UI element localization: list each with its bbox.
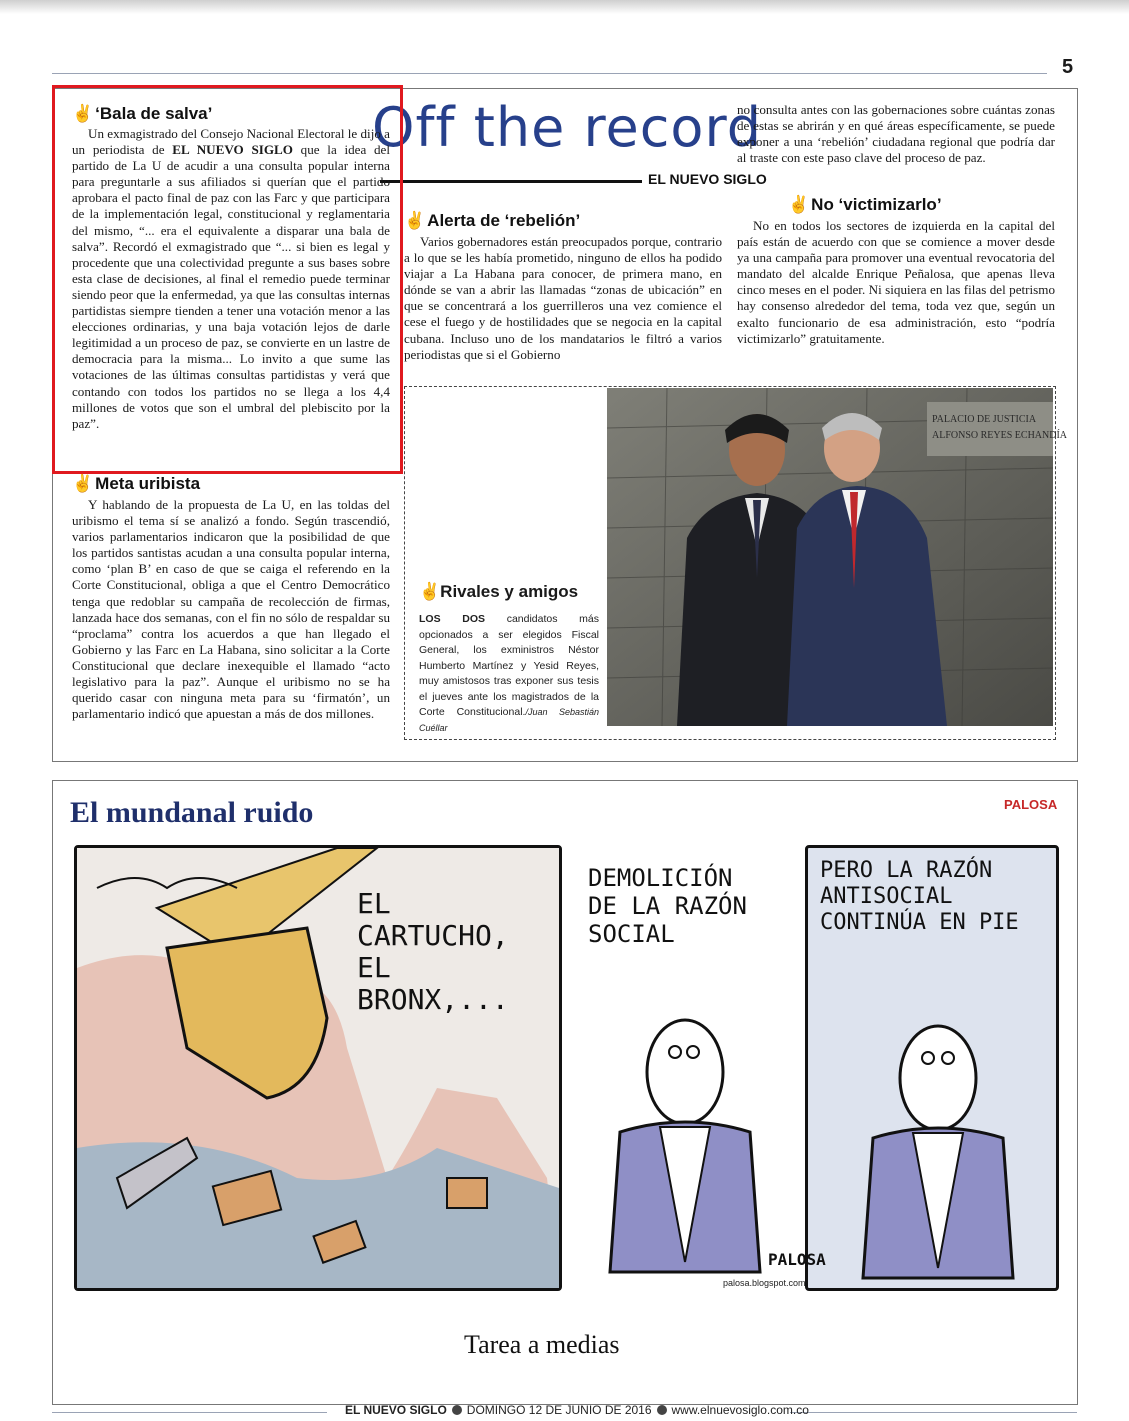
meta-heading <box>72 474 200 494</box>
meta-paragraph: Y hablando de la propuesta de La U, en las toldas del uribismo el tema sí se analizó a fondo. Según trascendió, varios parlamentarios indicaron que la posibilidad de que los partidos santistas acudan a una consulta popular interna, como ‘plan B’ en caso de que se caiga el referendo en la Corte Constitucional, obliga a que el Centro Democrático tenga que redoblar su campaña de recolección de firmas, lanzada hace dos semanas, con el fin no sólo de respaldar su “proclama” contra los acuerdos a que han llegado el Gobierno y las Farc en La Habana, sino solicitar a la Corte Constitucional que declare inexequible el llamado “acto legislativo para la paz”. Aunque el uribismo no se ha querido casar con ninguna meta para su ‘firmatón’, un parlamentario indicó que apuestan a más de dos millones. <box>72 497 390 722</box>
comic-author: PALOSA <box>1004 797 1058 812</box>
victory-hand-icon: ✌ <box>788 195 810 214</box>
footer-date: DOMINGO 12 DE JUNIO DE 2016 <box>466 1403 652 1417</box>
section-title: Off the record <box>372 96 762 159</box>
character-drawing-2 <box>838 1018 1038 1288</box>
comic-panel-1 <box>74 845 562 1291</box>
victory-hand-icon: ✌ <box>72 474 94 493</box>
victory-hand-icon: ✌ <box>72 104 94 123</box>
photo-sign-text: PALACIO DE JUSTICIA <box>932 414 1037 425</box>
header-rule <box>52 73 1047 74</box>
victimizarlo-heading <box>788 195 942 215</box>
character-drawing-1 <box>590 1012 790 1292</box>
panel-3-text: PERO LA RAZÓN ANTISOCIAL CONTINÚA EN PIE <box>820 858 1019 935</box>
footer-brand: EL NUEVO SIGLO <box>345 1403 447 1417</box>
rivales-heading-text: Rivales y amigos <box>440 582 579 601</box>
bala-text-2: que la idea del partido de La U de acudir a una consulta popular interna para preguntarle a sus afiliados si querían que el partido aprobara el pacto final de paz con las Farc y que participara de la implementación legal, constitucional y reglamentaria del mismo, “... era el equivalente a disparar una bala de salva”. Recordó el exmagistrado que “... si bien es legal y procedente que una colectividad pregunte a sus bases sobre esta clase de decisiones, al final el remedio puede terminar siendo peor que la enfermedad, ya que las consultas internas partidistas siempre tienden a tener una votación menor a las elecciones ordinarias, y una baja votación lejos de darle legitimidad a un proceso de paz, se convierte en un lastre de democracia para la misma... Lo invito a que sume las votaciones de las últimas consultas partidistas y verá que contando con todos los partidos no se llega a los 4,4 millones de votos que son el umbral del plebiscito por la paz”. <box>72 142 390 431</box>
bala-brand-mention: EL NUEVO SIGLO <box>172 142 293 158</box>
bala-heading-text: ‘Bala de salva’ <box>95 104 213 123</box>
comic-title: El mundanal ruido <box>70 796 314 829</box>
meta-article <box>72 497 390 722</box>
comic-signature: PALOSA <box>768 1250 826 1269</box>
page-number: 5 <box>1062 56 1074 78</box>
caption-lead: LOS DOS <box>419 613 486 625</box>
rivales-caption <box>419 612 599 736</box>
victimizarlo-paragraph: No en todos los sectores de izquierda en la capital del país están de acuerdo con que se comience a mover desde ya una campaña para promover una eventual revocatoria del mandato del alcalde Enrique Peñalosa, que apenas lleva cinco meses en el poder. Ni siquiera en las filas del petrismo hay consenso alrededor del tema, toda vez que, según un exalto funcionario de esa administración, esto “podría victimizarlo” gratuitamente. <box>737 218 1055 346</box>
comic-blog-url: palosa.blogspot.com <box>723 1278 806 1288</box>
alerta-heading-text: Alerta de ‘rebelión’ <box>427 211 581 230</box>
bala-heading <box>72 104 212 124</box>
top-scan-band <box>0 0 1129 14</box>
footer-rule-left <box>52 1412 327 1413</box>
circle-dot-icon <box>657 1405 667 1415</box>
bala-paragraph <box>72 126 390 432</box>
victory-hand-icon: ✌ <box>419 582 441 601</box>
circle-dot-icon <box>452 1405 462 1415</box>
meta-heading-text: Meta uribista <box>95 474 201 493</box>
comic-panel-2 <box>570 852 800 1292</box>
alerta-heading <box>404 211 580 231</box>
title-rule <box>380 180 642 183</box>
news-photo <box>607 388 1068 726</box>
photo-credit: /Juan Sebastián Cuéllar <box>419 707 600 733</box>
footer-rule-right <box>790 1412 1077 1413</box>
section-brand: EL NUEVO SIGLO <box>648 171 767 187</box>
alerta-paragraph-continued: no consulta antes con las gobernaciones sobre cuántas zonas de estas se abrirán y en qué áreas específicamente, se puede exponer a una ‘rebelión’ ciudadana regional que podría dar al traste con este paso clave del proceso de paz. <box>737 102 1055 166</box>
comic-panel-3 <box>723 845 1059 1291</box>
photo-sign-text-2: ALFONSO REYES ECHANDÍA <box>932 430 1068 441</box>
alerta-paragraph: Varios gobernadores están preocupados porque, contrario a lo que se les había prometido, ninguno de ellos ha podido viajar a La Habana para conocer, de primera mano, en dónde se van a abrir las llamadas “zonas de ubicación” en que se concentrará a los guerrilleros una vez comience el cese el fuego y de hostilidades que se negocia en la capital cubana. Incluso uno de los mandatarios le filtró a varios periodistas que si el Gobierno <box>404 234 722 362</box>
victimizarlo-article <box>737 218 1055 347</box>
panel-1-text: EL CARTUCHO, EL BRONX,... <box>357 887 509 1016</box>
victory-hand-icon: ✌ <box>404 211 426 230</box>
alerta-article <box>404 234 722 363</box>
victimizarlo-heading-text: No ‘victimizarlo’ <box>811 195 942 214</box>
photo-illustration <box>607 388 1068 726</box>
comic-caption: Tarea a medias <box>464 1330 620 1359</box>
panel-2-text: DEMOLICIÓN DE LA RAZÓN SOCIAL <box>588 864 747 948</box>
alerta-article-continued <box>737 102 1055 166</box>
bala-text-1: Un exmagistrado del Consejo Nacional Electoral le dijo a un periodista de <box>72 126 390 158</box>
footer-url[interactable]: www.elnuevosiglo.com.co <box>671 1403 809 1417</box>
footer <box>345 1403 809 1417</box>
rivales-heading <box>419 582 578 602</box>
caption-text: candidatos más opcionados a ser elegidos Fiscal General, los exministros Néstor Humberto Martínez y Yesid Reyes, muy amistosos tras exponer sus tesis el jueves ante los magistrados de la Corte Constitucional. <box>419 613 599 718</box>
bala-article <box>72 126 390 432</box>
